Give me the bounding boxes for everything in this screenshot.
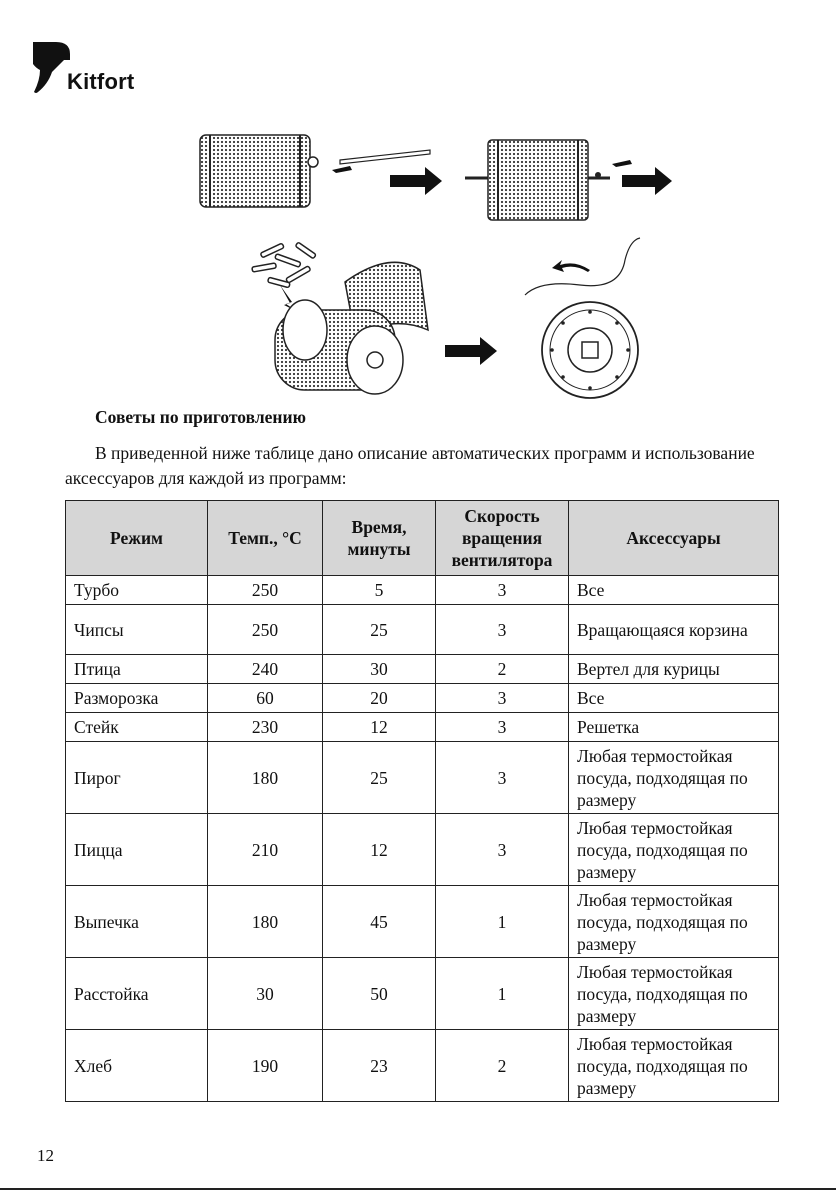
cell-fan: 3 bbox=[436, 742, 569, 814]
table-row bbox=[66, 713, 779, 742]
table-row bbox=[66, 655, 779, 684]
cell-fan: 3 bbox=[436, 814, 569, 886]
cell-accessories: Вертел для курицы bbox=[569, 655, 779, 684]
cell-accessories: Вращающаяся корзина bbox=[569, 605, 779, 655]
header-mode: Режим bbox=[66, 501, 208, 576]
cell-mode: Выпечка bbox=[66, 886, 208, 958]
table-row bbox=[66, 886, 779, 958]
header-fan: Скорость вращения вентилятора bbox=[436, 501, 569, 576]
cell-temp: 60 bbox=[208, 684, 323, 713]
cell-fan: 3 bbox=[436, 713, 569, 742]
cell-mode: Турбо bbox=[66, 576, 208, 605]
cell-mode: Расстойка bbox=[66, 958, 208, 1030]
cell-fan: 2 bbox=[436, 655, 569, 684]
cell-fan: 3 bbox=[436, 684, 569, 713]
cell-accessories: Все bbox=[569, 576, 779, 605]
cell-fan: 1 bbox=[436, 886, 569, 958]
cell-accessories: Любая термостойкая посуда, подходящая по размеру bbox=[569, 742, 779, 814]
table-row bbox=[66, 684, 779, 713]
basket-assembly-illustration bbox=[180, 120, 700, 410]
brand-name: Kitfort bbox=[67, 69, 135, 94]
cell-time: 30 bbox=[323, 655, 436, 684]
cell-time: 12 bbox=[323, 713, 436, 742]
cell-time: 23 bbox=[323, 1030, 436, 1102]
basket-closed-icon bbox=[200, 135, 318, 207]
cell-time: 50 bbox=[323, 958, 436, 1030]
basket-lid-wheel-icon bbox=[525, 238, 640, 398]
page-number: 12 bbox=[37, 1146, 54, 1165]
cell-mode: Пицца bbox=[66, 814, 208, 886]
cell-accessories: Любая термостойкая посуда, подходящая по размеру bbox=[569, 1030, 779, 1102]
basket-with-rod-icon bbox=[465, 140, 610, 220]
fries-icon bbox=[252, 242, 316, 288]
cell-accessories: Любая термостойкая посуда, подходящая по размеру bbox=[569, 958, 779, 1030]
cell-fan: 3 bbox=[436, 605, 569, 655]
cell-mode: Птица bbox=[66, 655, 208, 684]
section-title: Советы по приготовлению bbox=[95, 407, 306, 427]
table-row bbox=[66, 605, 779, 655]
cell-accessories: Любая термостойкая посуда, подходящая по размеру bbox=[569, 814, 779, 886]
table-row bbox=[66, 576, 779, 605]
cell-accessories: Решетка bbox=[569, 713, 779, 742]
cell-mode: Пирог bbox=[66, 742, 208, 814]
cell-fan: 2 bbox=[436, 1030, 569, 1102]
cell-temp: 190 bbox=[208, 1030, 323, 1102]
cell-temp: 250 bbox=[208, 576, 323, 605]
cell-temp: 240 bbox=[208, 655, 323, 684]
cell-time: 25 bbox=[323, 605, 436, 655]
cell-mode: Хлеб bbox=[66, 1030, 208, 1102]
table-row bbox=[66, 1030, 779, 1102]
cell-time: 12 bbox=[323, 814, 436, 886]
bottom-divider bbox=[0, 1188, 836, 1190]
table-row bbox=[66, 958, 779, 1030]
header-temp: Темп., °С bbox=[208, 501, 323, 576]
header-time: Время, минуты bbox=[323, 501, 436, 576]
cell-temp: 230 bbox=[208, 713, 323, 742]
cell-mode: Стейк bbox=[66, 713, 208, 742]
cell-fan: 1 bbox=[436, 958, 569, 1030]
programs-table bbox=[65, 500, 779, 1102]
cell-temp: 250 bbox=[208, 605, 323, 655]
cell-mode: Разморозка bbox=[66, 684, 208, 713]
cell-time: 20 bbox=[323, 684, 436, 713]
cell-temp: 30 bbox=[208, 958, 323, 1030]
basket-open-icon bbox=[275, 262, 428, 394]
table-header-row bbox=[66, 501, 779, 576]
intro-paragraph: В приведенной ниже таблице дано описание автоматических программ и использование аксессуаров для каждой из программ: bbox=[65, 443, 755, 488]
header-accessories: Аксессуары bbox=[569, 501, 779, 576]
table-row bbox=[66, 814, 779, 886]
cell-temp: 210 bbox=[208, 814, 323, 886]
cell-time: 5 bbox=[323, 576, 436, 605]
table-row bbox=[66, 742, 779, 814]
cell-time: 45 bbox=[323, 886, 436, 958]
cell-mode: Чипсы bbox=[66, 605, 208, 655]
cell-fan: 3 bbox=[436, 576, 569, 605]
cell-accessories: Любая термостойкая посуда, подходящая по размеру bbox=[569, 886, 779, 958]
cell-accessories: Все bbox=[569, 684, 779, 713]
cell-temp: 180 bbox=[208, 742, 323, 814]
cell-temp: 180 bbox=[208, 886, 323, 958]
cell-time: 25 bbox=[323, 742, 436, 814]
